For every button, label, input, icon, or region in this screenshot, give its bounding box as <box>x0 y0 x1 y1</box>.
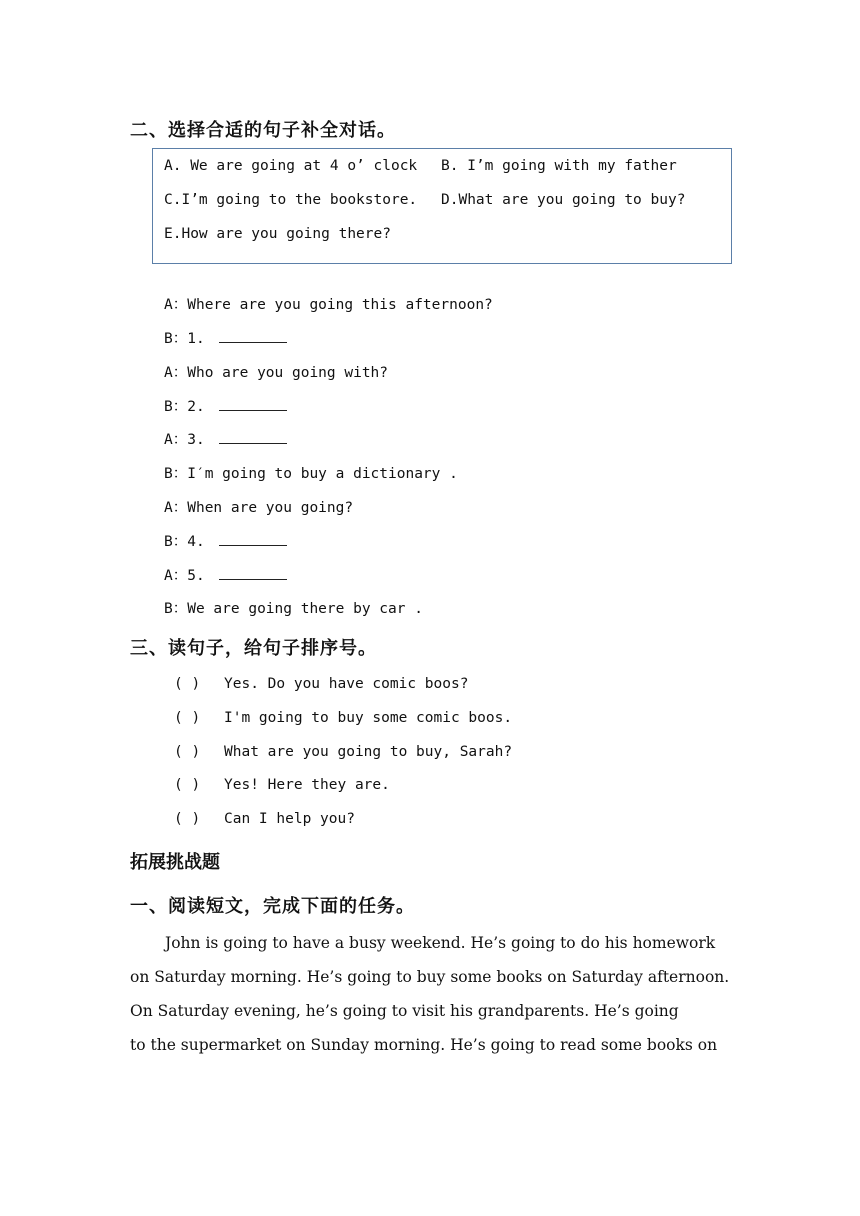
dialogue-text: 4. <box>187 534 205 550</box>
order-item <box>174 676 468 692</box>
dialogue-text: 1. <box>187 331 205 347</box>
order-number-slot[interactable]: ( ) <box>174 811 201 827</box>
answer-blank-4[interactable] <box>219 533 287 546</box>
answer-blank-3[interactable] <box>219 431 287 444</box>
dialogue-line <box>164 530 287 551</box>
option-d: D.What are you going to buy? <box>441 192 686 208</box>
dialogue-text: We are going there by car . <box>187 601 423 617</box>
order-number-slot[interactable]: ( ) <box>174 744 201 760</box>
order-number-slot[interactable]: ( ) <box>174 676 201 692</box>
passage-line: on Saturday morning. He’s going to buy some books on Saturday afternoon. <box>130 968 730 986</box>
passage-line: John is going to have a busy weekend. He’s going to do his homework <box>165 934 716 952</box>
order-number-slot[interactable]: ( ) <box>174 777 201 793</box>
section-2-title: 二、选择合适的句子补全对话。 <box>130 120 396 141</box>
dialogue-line <box>164 564 287 585</box>
passage-line: On Saturday evening, he’s going to visit his grandparents. He’s going <box>130 1002 679 1020</box>
speaker-label: A： <box>164 297 188 313</box>
dialogue-line <box>164 395 287 416</box>
order-item-text: What are you going to buy, Sarah? <box>224 744 513 760</box>
option-b: B. I’m going with my father <box>441 158 677 174</box>
section-3-title: 三、读句子，给句子排序号。 <box>130 638 377 659</box>
answer-blank-1[interactable] <box>219 330 287 343</box>
speaker-label: B： <box>164 331 188 347</box>
dialogue-text: I′m going to buy a dictionary . <box>187 466 458 482</box>
dialogue-text: 2. <box>187 399 205 415</box>
order-item-text: Can I help you? <box>224 811 355 827</box>
speaker-label: B： <box>164 466 188 482</box>
speaker-label: B： <box>164 534 188 550</box>
order-item-text: I'm going to buy some comic boos. <box>224 710 513 726</box>
speaker-label: A： <box>164 432 188 448</box>
dialogue-line <box>164 361 388 382</box>
speaker-label: B： <box>164 399 188 415</box>
dialogue-line <box>164 327 287 348</box>
dialogue-line <box>164 428 287 449</box>
option-c: C.I’m going to the bookstore. <box>164 192 418 208</box>
dialogue-text: 5. <box>187 568 205 584</box>
dialogue-text: Where are you going this afternoon? <box>187 297 493 313</box>
reading-title: 一、阅读短文，完成下面的任务。 <box>130 896 415 917</box>
order-item <box>174 744 512 760</box>
speaker-label: A： <box>164 568 188 584</box>
speaker-label: B： <box>164 601 188 617</box>
dialogue-line <box>164 462 458 483</box>
dialogue-line <box>164 293 493 314</box>
dialogue-line <box>164 597 423 618</box>
dialogue-text: Who are you going with? <box>187 365 389 381</box>
order-number-slot[interactable]: ( ) <box>174 710 201 726</box>
speaker-label: A： <box>164 365 188 381</box>
dialogue-text: When are you going? <box>187 500 354 516</box>
order-item <box>174 811 355 827</box>
option-a: A. We are going at 4 o’ clock <box>164 158 418 174</box>
dialogue-line <box>164 496 353 517</box>
dialogue-text: 3. <box>187 432 205 448</box>
order-item-text: Yes. Do you have comic boos? <box>224 676 469 692</box>
passage-line: to the supermarket on Sunday morning. He’s going to read some books on <box>130 1036 718 1054</box>
order-item <box>174 777 390 793</box>
order-item-text: Yes! Here they are. <box>224 777 390 793</box>
speaker-label: A： <box>164 500 188 516</box>
answer-blank-2[interactable] <box>219 398 287 411</box>
answer-blank-5[interactable] <box>219 567 287 580</box>
challenge-title: 拓展挑战题 <box>130 852 220 873</box>
order-item <box>174 710 512 726</box>
option-e: E.How are you going there? <box>164 226 391 242</box>
